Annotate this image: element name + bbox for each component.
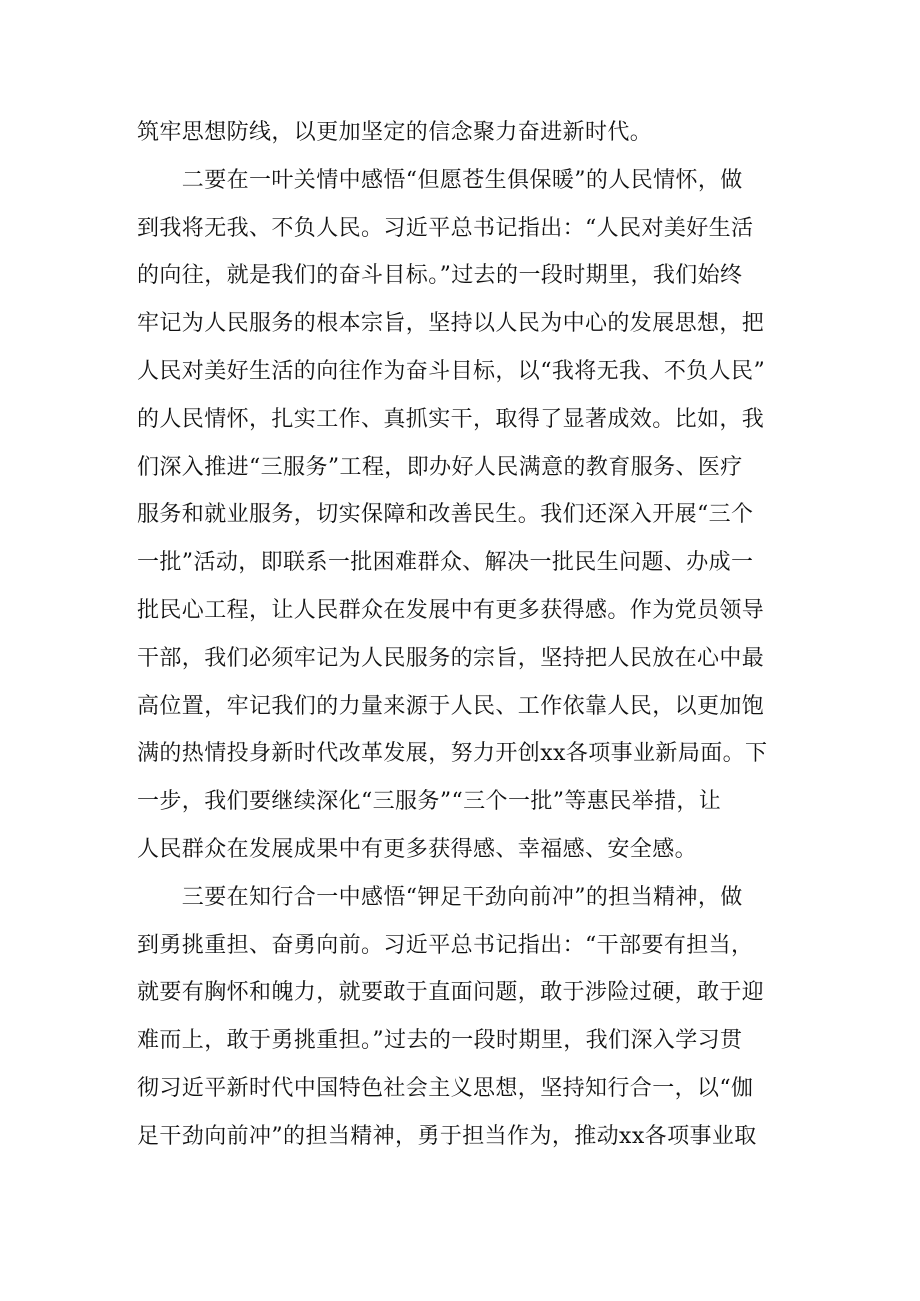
text-line: 一批”活动，即联系一批困难群众、解决一批民生问题、办成一	[137, 550, 754, 576]
text-line: 的人民情怀，扎实工作、真抓实干，取得了显著成效。比如，我	[137, 406, 765, 432]
text-line: 干部，我们必须牢记为人民服务的宗旨，坚持把人民放在心中最	[137, 645, 765, 671]
text-line: 满的热情投身新时代改革发展，努力开创xx各项事业新局面。下	[137, 741, 768, 767]
text-line: 难而上，敢于勇挑重担。”过去的一段时期里，我们深入学习贯	[137, 1028, 743, 1054]
text-line: 们深入推进“三服务”工程，即办好人民满意的教育服务、医疗	[137, 454, 743, 480]
text-line: 到我将无我、不负人民。习近平总书记指出：“人民对美好生活	[137, 215, 754, 241]
text-line: 人民对美好生活的向往作为奋斗目标，以“我将无我、不负人民”	[137, 358, 766, 384]
text-line: 三要在知行合一中感悟“钾足干劲向前冲”的担当精神，做	[137, 884, 743, 910]
text-line: 二要在一叶关情中感悟“但愿苍生俱保暖”的人民情怀，做	[137, 167, 743, 193]
text-line: 彻习近平新时代中国特色社会主义思想，坚持知行合一，以“伽	[137, 1075, 754, 1101]
text-line: 服务和就业服务，切实保障和改善民生。我们还深入开展“三个	[137, 502, 754, 528]
text-line: 的向往，就是我们的奋斗目标。”过去的一段时期里，我们始终	[137, 263, 743, 289]
text-line: 筑牢思想防线，以更加坚定的信念聚力奋进新时代。	[137, 120, 653, 145]
text-line: 批民心工程，让人民群众在发展中有更多获得感。作为党员领导	[137, 597, 765, 623]
text-line: 到勇挑重担、奋勇向前。习近平总书记指出：“干部要有担当，	[137, 932, 754, 958]
text-line: 就要有胸怀和魄力，就要敢于直面问题，敢于涉险过硬，敢于迎	[137, 980, 765, 1006]
text-line: 足干劲向前冲”的担当精神，勇于担当作为，推动xx各项事业取	[137, 1123, 757, 1149]
text-line: 牢记为人民服务的根本宗旨，坚持以人民为中心的发展思想，把	[137, 311, 765, 337]
text-line: 一步，我们要继续深化“三服务”“三个一批”等惠民举措，让	[137, 789, 722, 815]
document-body	[137, 109, 787, 1161]
text-line: 人民群众在发展成果中有更多获得感、幸福感、安全感。	[137, 836, 698, 862]
text-line: 高位置，牢记我们的力量来源于人民、工作依靠人民，以更加饱	[137, 693, 765, 719]
